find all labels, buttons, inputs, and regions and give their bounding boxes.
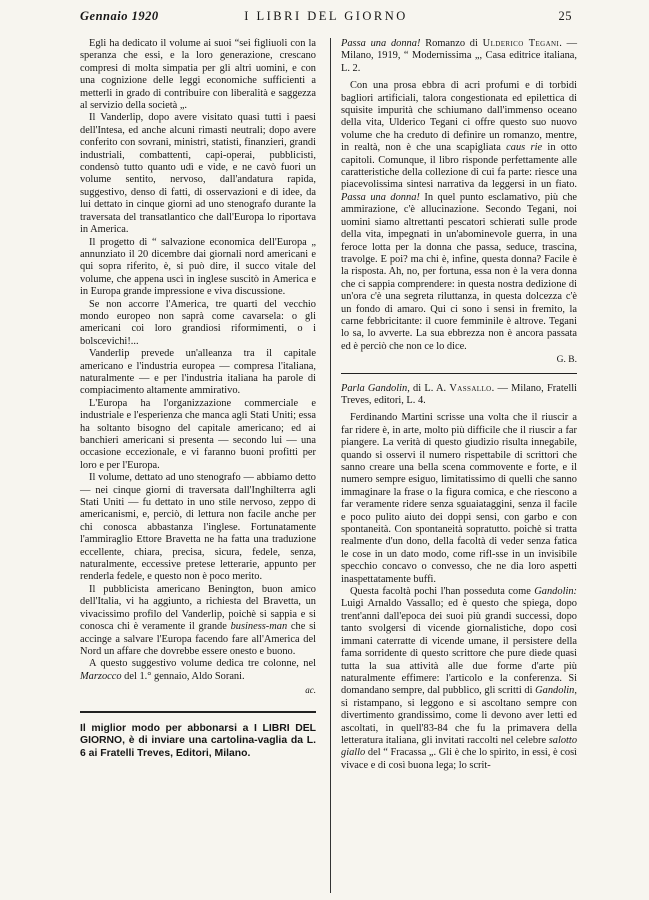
- text-run: Il pubblicista americano Benington, buon amico dell'Italia, vi ha aggiunto, a richiesta del Bravetta, un vivacissimo profilo del Vanderlip, poichè si sappia e si conosca chi è veramente il grande: [80, 583, 316, 633]
- italic-run: business-man: [230, 621, 288, 633]
- italic-run: Gandolin:: [534, 586, 577, 598]
- paragraph: [80, 658, 316, 683]
- left-column: [80, 38, 316, 761]
- book-title: Parla Gandolin: [341, 382, 408, 394]
- text-run: Luigi Arnaldo Vassallo; ed è questo che spiega, dopo trent'anni dall'epoca dei suoi più grandi successi, dopo tanto svolgersi di vicende giornalistiche, dopo così immani caterratte di vicende umane, il persistere della fama sorridente di questo scrittore che pure diede quasi tutta la sua attività alle due forme d'arte più naturalmente effimere: l'articolo e la conferenza. Si domandano sempre, dal pubblico, gli scritti di: [341, 598, 577, 697]
- review-signature: G. B.: [556, 355, 577, 366]
- italic-run: Gandolin: [535, 685, 575, 697]
- running-head: [80, 9, 572, 27]
- paragraph: [341, 80, 577, 353]
- text-run: Questa facoltà pochi l'han posseduta come: [350, 586, 535, 598]
- journal-title: I LIBRI DEL GIORNO: [244, 9, 408, 23]
- text-run: che si accinge a salvare l'Europa facendo fare all'America del Nord un affare che dovrebbe essere onesto e buono.: [80, 621, 317, 657]
- book-title: Passa una donna!: [341, 38, 421, 49]
- paragraph: Il progetto di “ salvazione economica dell'Europa „ annunziato il 20 dicembre dai giornali nord americani e qui sopra riferito, è, si può dire, il succo vitale del volume, che appena uscì in inglese suscitò in America e in Europa grande impressione e viva discussione.: [80, 236, 316, 298]
- italic-run: Passa una donna!: [341, 191, 420, 203]
- review-heading: [341, 38, 577, 75]
- text-run: del “ Fracassa „. Gli è che lo spirito, in essi, è così vivace e di così buona lega; lo scrit-: [341, 747, 577, 771]
- text-run: Con una prosa ebbra di acri profumi e di torbidi bagliori artificiali, talora congestionata ed epilettica di squisite impurità che schiumano dall'immenso oceano della vita, Ulderico Tegani ci offre questo suo nuovo volume che ha creduto di definire un romanzo, mentre, in realtà, non è che una scapigliata: [341, 80, 577, 154]
- publication-info: . — Milano, 1919, “ Modernissima „, Casa editrice italiana, L. 2.: [341, 38, 578, 74]
- text-run: A questo suggestivo volume dedica tre colonne, nel: [89, 658, 316, 670]
- signature: ac.: [305, 685, 316, 696]
- paragraph: Egli ha dedicato il volume ai suoi “sei figliuoli con la speranza che essi, e la loro generazione, crescano compresi di molta simpatia per gli altri uomini, e con una cognizione delle leggi economiche sufficienti a metterli in grado di contribuire con liberalità e saggezza al servizio della società „.: [80, 38, 316, 112]
- notice-rule: [80, 711, 316, 713]
- text-run: , di L. A.: [407, 382, 450, 394]
- column-divider: [330, 38, 331, 893]
- text-run: In quel punto esclamativo, più che ammirazione, c'è allucinazione. Secondo Tegani, noi uomini siamo altrettanti pescatori schierati sulle prode della vita, impegnati in un'abominevole guerra, in una feroce lotta per la donna che passa, seduce, trascina, travolge. E poi? ma chi è, infine, questa donna? Facile è la risposta. Ah, no, per fortuna, essa non è la vera donna che ci sappia comprendere: in questa nostra dedizione di un'ora c'è una segreta riluttanza, in questa dolcezza c'è un fondo di amaro. Qui ci sono i sensi in fremito, la carne febbricitante: il cuore femminile è altrove. Tegani lo sa, lo avverte. La sua ebbrezza non è ancora passata ed è perciò che non ce lo dice.: [341, 191, 578, 352]
- paragraph: Ferdinando Martini scrisse una volta che il riuscir a far ridere è, in arte, molto più difficile che il riuscir a far piangere. La verità di questo giudizio risulta innegabile, quando si osservi il numero rispettabile di scrittori che sanno creare una bella scena commovente e forte, e il numero sempre esiguo, limitatissimo di quelli che sanno immaginare la frase o la figura comica, e che riescono a far veramente ridere senza sguaiataggini, senza il facile e poco pulito aiuto dei doppi sensi, con garbo e con spontaneità. Con spontaneità sopratutto. poichè si tratta realmente d'un dono, della facoltà di veder senza fatica le cose in un dato modo, come rifl-sse in un invisibile specchio concavo o convesso, che ne dia loro aspetti inaspettatamente buffi.: [341, 412, 577, 585]
- paragraph: L'Europa ha l'organizzazione commerciale e industriale e l'esperienza che manca agli Stati Uniti; essa ha soltanto bisogno del capitale americano; ed ai banchieri americani si presenta — secondo lui — una occasione eccezionale, e vi faranno buoni profitti per loro e per l'Europa.: [80, 397, 316, 471]
- publication-info: . — Milano, Fratelli Treves, editori, L. 4.: [341, 382, 577, 406]
- book-author: Ulderico Tegani: [482, 38, 560, 49]
- italic-run: salotto giallo: [341, 734, 578, 759]
- book-author: Vassallo: [449, 382, 492, 394]
- subscription-notice: Il miglior modo per abbonarsi a I LIBRI DEL GIORNO, è di inviare una cartolina-vaglia da L. 6 ai Fratelli Treves, Editori, Milano.: [80, 722, 316, 760]
- header-date: Gennaio 1920: [80, 9, 159, 23]
- paragraph: [80, 584, 316, 658]
- text-run: in otto capitoli. Comunque, il libro risponde perfettamente alle caratteristiche della collezione di cui fa parte: riesce una piacevolissima sintesi narrativa da leggersi in un fiato.: [341, 142, 578, 191]
- paragraph: Il Vanderlip, dopo avere visitato quasi tutti i paesi dell'Intesa, ed anche alcuni rimasti neutrali; dopo avere conferito con sovrani, ministri, statisti, finanzieri, grandi industriali, combattenti, capi-operai, pubblicisti, condensò tutto quanto udì e vide, e ne cavò fuori un volume sentito, nervoso, dall'andatura rapida, suggestivo, denso di fatti, di osservazioni e di idee, da lui dettato in cinque giorni ad uno stenografo durante la traversata del transatlantico che dall'Europa lo riportava in America.: [80, 112, 316, 236]
- text-run: Romanzo di: [420, 38, 483, 49]
- italic-run: caus rie: [506, 142, 543, 154]
- page-number: 25: [558, 9, 572, 23]
- review-separator: [341, 373, 577, 374]
- right-column: [341, 38, 577, 772]
- paragraph: Se non accorre l'America, tre quarti del vecchio mondo europeo non saprà come cavarsela: o gli americani coi loro grandiosi riformimenti, o i bolscevichi!...: [80, 298, 316, 347]
- text-run: del 1.° gennaio, Aldo Sorani.: [121, 670, 245, 682]
- paragraph: Vanderlip prevede un'alleanza tra il capitale americano e l'industria europea — compresa l'italiana, naturalmente — e per l'industria italiana ha parole di compiacimento altamente ammirativo.: [80, 348, 316, 397]
- review-heading: [341, 383, 577, 408]
- text-run: , si ristampano, si leggono e si ascoltano sempre con divertimento grandissimo, come li devono aver letti ed ascoltati, in quell'83-84 che fu la primavera della letteratura italiana, gli invitati raccolti nel celebre: [341, 685, 577, 746]
- italic-run: Marzocco: [80, 670, 122, 682]
- paragraph: Il volume, dettato ad uno stenografo — abbiamo detto — nei cinque giorni di traversata dall'Inghilterra agli Stati Uniti — fu dettato in uno stile nervoso, zeppo di americanismi, e, perciò, di lettura non facile anche per chi conosca abbastanza l'inglese. Fortunatamente l'ammiraglio Ettore Bravetta ne ha fatta una traduzione eccellente, chiara, precisa, sicura, fedele, senza, naturalmente, eccessive pretese letterarie, appunto per renderla fedele, e questo non è poco merito.: [80, 472, 316, 583]
- paragraph: [341, 586, 577, 772]
